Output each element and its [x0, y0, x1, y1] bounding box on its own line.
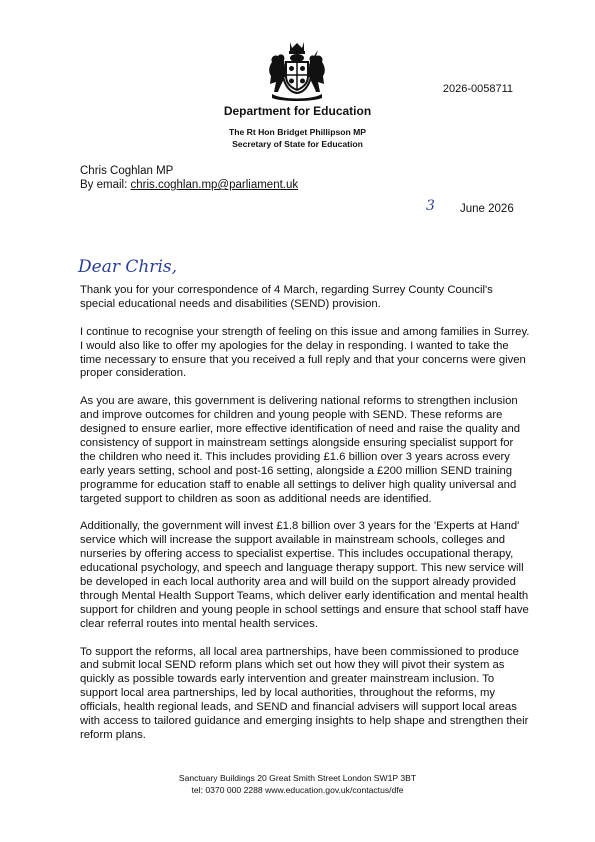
date-month-year: June 2026	[460, 203, 514, 215]
footer-address: Sanctuary Buildings 20 Great Smith Street London SW1P 3BT	[178, 773, 417, 783]
salutation-text: Dear Chris,	[78, 257, 178, 277]
paragraph: To support the reforms, all local area partnerships, have been commissioned to produce and submit local SEND reform plans which set out how they will pivot their system as quickly as possible towards early intervention and greater mainstream inclusion. To support local area partnerships, led by local authorities, throughout the reforms, my officials, health regional leads, and SEND and financial advisers will support local areas with access to tailored guidance and emerging insights to help shape and strengthen their reform plans.	[80, 645, 529, 741]
email-label: By email:	[80, 179, 128, 191]
paragraph: Additionally, the government will invest £1.8 billion over 3 years for the 'Experts at Hand' service which will increase the support available in mainstream schools, colleges and nurseries by offering access to specialist expertise. This includes occupational therapy, educational psychology, and speech and language therapy support. This new service will be developed in each local authority area and will build on the support already provided through Mental Health Support Teams, which deliver early identification and mental health support for children and young people in school settings and ensure that school staff have clear referral routes into mental health services.	[80, 520, 529, 630]
recipient-email-line	[80, 178, 298, 192]
handwritten-salutation	[76, 250, 196, 282]
paragraph: As you are aware, this government is delivering national reforms to strengthen inclusion and improve outcomes for children and young people with SEND. These reforms are designed to ensure earlier, more effective identification of need and raise the quality and consistency of support in mainstream settings alongside ensuring specialist support for the children who need it. This includes providing £1.6 billion over 3 years across every early years setting, school and post-16 setting, alongside a £200 million SEND training programme for education staff to enable all settings to deliver high quality universal and targeted support to children as soon as additional needs are identified.	[80, 395, 521, 505]
minister-name: The Rt Hon Bridget Phillipson MP	[228, 127, 367, 137]
recipient-email-link[interactable]: chris.coghlan.mp@parliament.uk	[130, 179, 299, 191]
paragraph: Thank you for your correspondence of 4 March, regarding Surrey County Council's special educational needs and disabilities (SEND) provision.	[80, 284, 493, 310]
royal-coat-of-arms-icon	[262, 40, 332, 102]
recipient-block	[80, 164, 298, 192]
minister-block	[0, 126, 595, 150]
footer-contact: tel: 0370 000 2288 www.education.gov.uk/contactus/dfe	[191, 784, 404, 795]
reference-number: 2026-0058711	[442, 83, 513, 95]
department-name: Department for Education	[223, 104, 372, 118]
date-day-handwritten: 3	[426, 198, 435, 214]
letter-body	[80, 284, 530, 757]
footer	[0, 773, 595, 796]
minister-title: Secretary of State for Education	[232, 139, 363, 149]
paragraph: I continue to recognise your strength of feeling on this issue and among families in Surrey. I would also like to offer my apologies for the delay in responding. I wanted to take the time necessary to ensure that you received a full reply and that your concerns were given proper consideration.	[80, 325, 530, 380]
recipient-name: Chris Coghlan MP	[80, 165, 174, 177]
